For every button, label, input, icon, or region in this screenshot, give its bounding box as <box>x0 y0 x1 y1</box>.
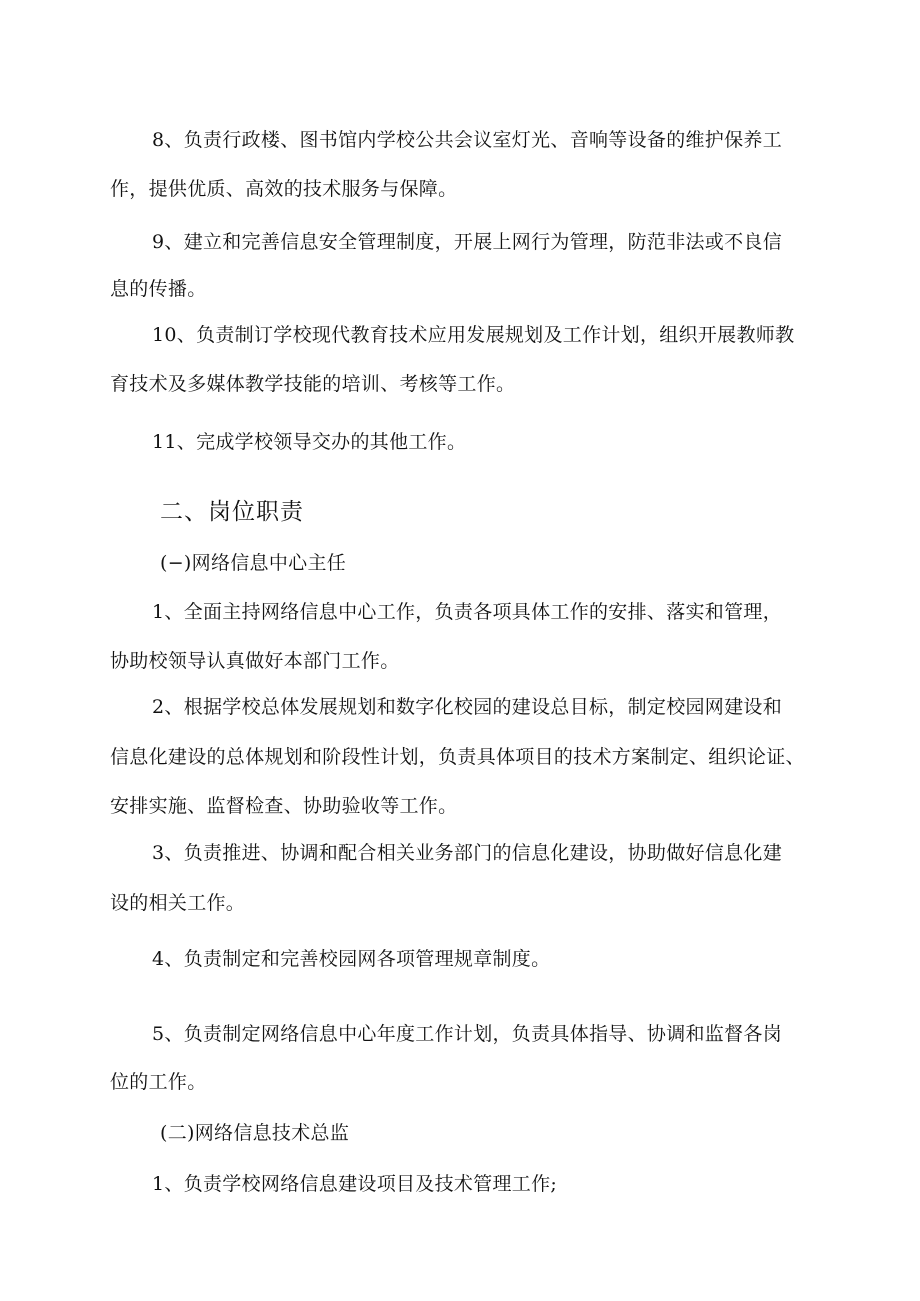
paragraph-line: 协助校领导认真做好本部门工作。 <box>110 650 400 672</box>
paragraph-line: 8、负责行政楼、图书馆内学校公共会议室灯光、音响等设备的维护保养工 <box>152 129 782 151</box>
paragraph-line: 1、负责学校网络信息建设项目及技术管理工作; <box>152 1173 558 1195</box>
section-heading: 二、岗位职责 <box>160 499 304 525</box>
paragraph-line: 11、完成学校领导交办的其他工作。 <box>152 431 467 453</box>
subsection-title-2: (二)网络信息技术总监 <box>160 1122 350 1144</box>
paragraph-line: 设的相关工作。 <box>110 892 246 914</box>
paragraph-line: 5、负责制定网络信息中心年度工作计划，负责具体指导、协调和监督各岗 <box>152 1023 782 1045</box>
paragraph-line: 信息化建设的总体规划和阶段性计划，负责具体项目的技术方案制定、组织论证、 <box>110 746 805 768</box>
subsection-title-1: (−)网络信息中心主任 <box>160 552 347 574</box>
paragraph-line: 作，提供优质、高效的技术服务与保障。 <box>110 178 458 200</box>
paragraph-line: 10、负责制订学校现代教育技术应用发展规划及工作计划，组织开展教师教 <box>152 324 795 346</box>
paragraph-line: 位的工作。 <box>110 1071 207 1093</box>
paragraph-line: 2、根据学校总体发展规划和数字化校园的建设总目标，制定校园网建设和 <box>152 696 782 718</box>
paragraph-line: 安排实施、监督检查、协助验收等工作。 <box>110 795 458 817</box>
paragraph-line: 育技术及多媒体教学技能的培训、考核等工作。 <box>110 373 516 395</box>
paragraph-line: 4、负责制定和完善校园网各项管理规章制度。 <box>152 948 551 970</box>
paragraph-line: 1、全面主持网络信息中心工作，负责各项具体工作的安排、落实和管理， <box>152 601 782 623</box>
paragraph-line: 3、负责推进、协调和配合相关业务部门的信息化建设，协助做好信息化建 <box>152 842 782 864</box>
paragraph-line: 息的传播。 <box>110 278 207 300</box>
paragraph-line: 9、建立和完善信息安全管理制度，开展上网行为管理，防范非法或不良信 <box>152 231 782 253</box>
